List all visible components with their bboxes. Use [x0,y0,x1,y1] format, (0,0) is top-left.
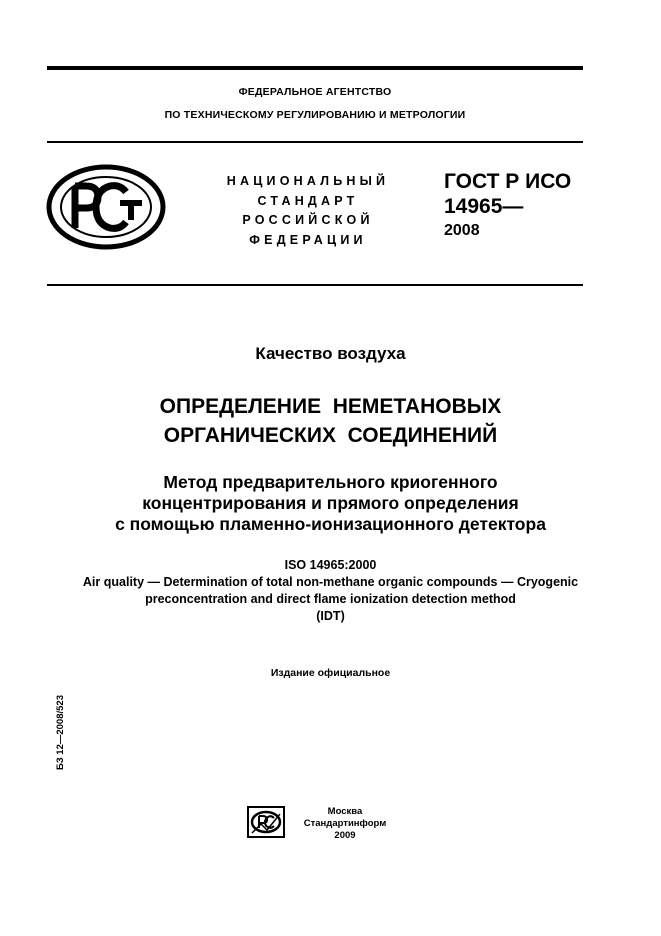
gost-year: 2008 [444,222,480,239]
subtitle-line-2: концентрирования и прямого определения [142,493,519,513]
standard-type-line-1: НАЦИОНАЛЬНЫЙ [226,174,390,188]
standard-type-line-3: РОССИЙСКОЙ [242,213,374,227]
side-code: БЗ 12—2008/523 [55,695,66,770]
top-rule [47,66,583,70]
iso-title-line-1: Air quality — Determination of total non-methane organic compounds — Cryogenic [82,575,579,589]
publisher-city: Москва [327,806,363,817]
agency-line-2: ПО ТЕХНИЧЕСКОМУ РЕГУЛИРОВАНИЮ И МЕТРОЛОГИИ [164,109,466,121]
title-line-1: ОПРЕДЕЛЕНИЕ НЕМЕТАНОВЫХ [159,395,502,418]
subject: Качество воздуха [255,344,406,363]
subtitle-line-3: с помощью пламенно-ионизационного детектора [115,514,546,534]
iso-equivalence: (IDT) [316,609,345,623]
gost-number-line-2: 14965— [444,195,524,218]
publisher-name: Стандартинформ [303,818,387,829]
edition-label: Издание официальное [270,667,391,679]
standartinform-logo-icon [247,806,285,838]
agency-rule [47,141,583,143]
gost-r-logo-icon [46,164,166,250]
iso-number: ISO 14965:2000 [284,558,377,572]
iso-title-line-2: preconcentration and direct flame ionization detection method [145,592,516,606]
title-line-2: ОРГАНИЧЕСКИХ СОЕДИНЕНИЙ [163,424,498,447]
standard-type-line-2: СТАНДАРТ [257,194,359,208]
publisher-year: 2009 [334,830,356,841]
gost-number-line-1: ГОСТ Р ИСО [444,170,572,193]
agency-line-1: ФЕДЕРАЛЬНОЕ АГЕНТСТВО [238,86,392,98]
subtitle-line-1: Метод предварительного криогенного [163,472,498,492]
header-rule [47,284,583,286]
standard-type-line-4: ФЕДЕРАЦИИ [249,233,367,247]
